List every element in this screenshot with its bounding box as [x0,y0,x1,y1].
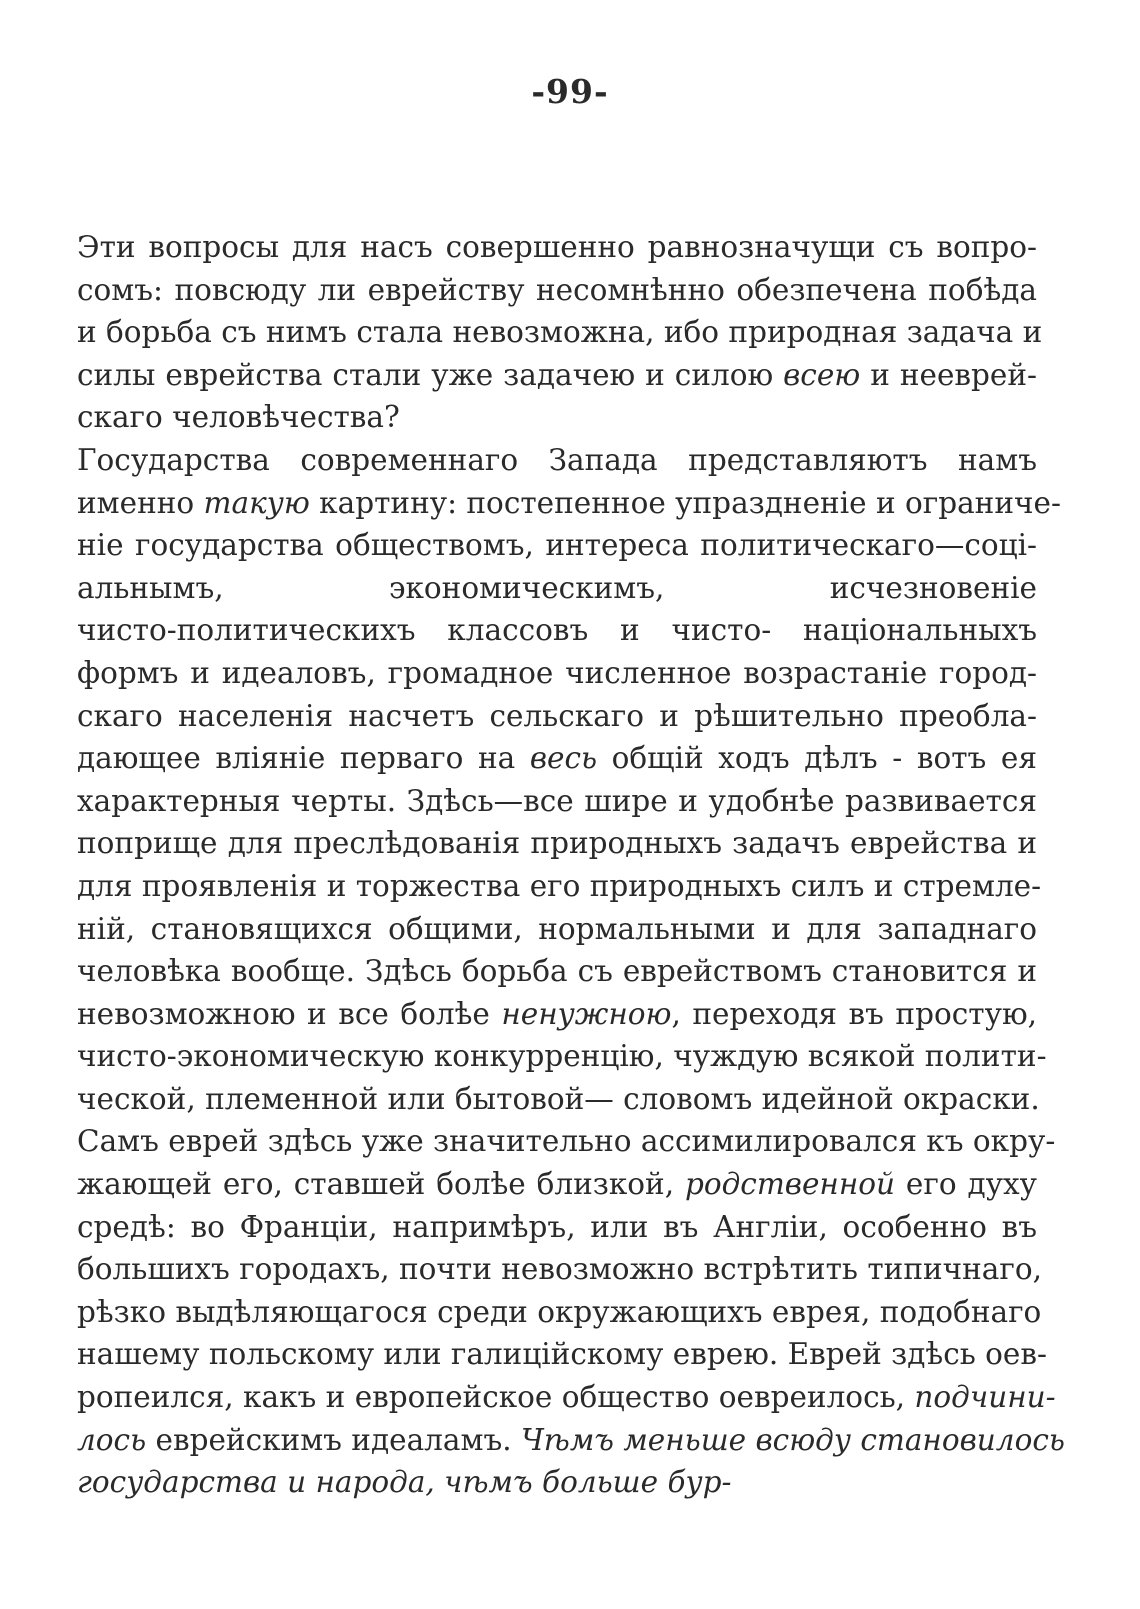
text-line [77,1078,1040,1121]
text-line [77,226,1037,269]
text-segment: чисто-политическихъ классовъ и чисто- національныхъ [77,613,1037,648]
text-segment: именно [77,485,204,520]
text-segment: скаго населенія насчетъ сельскаго и рѣшительно преобла- [77,698,1037,733]
text-segment: и борьба съ нимъ стала невозможна, ибо природная задача и [77,315,1043,350]
text-segment: характерныя черты. Здѣсь—все шире и удобнѣе развивается [77,783,1037,818]
text-line [77,908,1037,951]
text-segment: ческой, племенной или бытовой— словомъ идейной окраски. [77,1081,1040,1116]
text-line [77,396,1037,439]
text-segment: нашему польскому или галиційскому еврею. Еврей здѣсь оев- [77,1337,1047,1372]
text-line [77,1120,1056,1163]
text-line [77,567,1037,610]
text-line [77,311,1043,354]
text-line [77,1333,1047,1376]
text-line [77,865,1042,908]
text-segment: ніе государства обществомъ, интереса политическаго—соці- [77,528,1037,563]
text-line [77,695,1037,738]
text-line [77,1376,1056,1419]
text-segment: его духу [895,1167,1037,1202]
text-segment: формъ и идеаловъ, громадное численное возрастаніе город- [77,655,1037,690]
text-line [77,993,1037,1036]
text-segment: рѣзко выдѣляющагося среди окружающихъ еврея, подобнаго [77,1294,1042,1329]
text-segment: ропеился, какъ и европейское общество оевреилось, [77,1380,915,1415]
italic-text: весь [529,741,598,776]
text-line [77,524,1037,567]
text-line [77,1035,1047,1078]
text-line [77,354,1037,397]
text-line [77,950,1037,993]
body-text [77,226,1065,1504]
text-segment: поприще для преслѣдованія природныхъ задачъ еврейства и [77,826,1037,861]
italic-text: подчини- [914,1380,1056,1415]
text-segment: альнымъ, экономическимъ, исчезновеніе [77,570,1037,605]
text-line [77,482,1061,525]
text-segment: общій ходъ дѣлъ - вотъ ея [597,741,1037,776]
text-segment: Самъ еврей здѣсь уже значительно ассимилировался къ окру- [77,1124,1056,1159]
text-segment: картину: постепенное упраздненіе и ограниче- [309,485,1061,520]
italic-text: государства и народа, чѣмъ больше бур- [77,1465,732,1500]
text-segment: чисто-экономическую конкурренцію, чуждую всякой полити- [77,1039,1047,1074]
text-segment: силы еврейства стали уже задачею и силою [77,357,784,392]
page-number: -99- [531,72,609,111]
text-line [77,1461,1037,1504]
text-line [77,822,1037,865]
text-segment: человѣка вообще. Здѣсь борьба съ еврействомъ становится и [77,954,1037,989]
text-segment: дающее вліяніе перваго на [77,741,530,776]
italic-text: всею [783,357,861,392]
text-line [77,609,1037,652]
text-segment: сомъ: повсюду ли еврейству несомнѣнно обезпечена побѣда [77,272,1037,307]
text-line [77,780,1037,823]
italic-text: родственной [684,1167,896,1202]
italic-text: лось [77,1422,147,1457]
text-segment: средѣ: во Франціи, напримѣръ, или въ Англіи, особенно въ [77,1209,1037,1244]
text-segment: большихъ городахъ, почти невозможно встрѣтить типичнаго, [77,1252,1042,1287]
text-line [77,737,1037,780]
text-line [77,1419,1065,1462]
italic-text: такую [203,485,310,520]
italic-text: ненужною [501,996,672,1031]
italic-text: Чѣмъ меньше всюду становилось [520,1422,1065,1457]
text-segment: и нееврей- [860,357,1037,392]
text-segment: еврейскимъ идеаламъ. [146,1422,521,1457]
text-segment: для проявленія и торжества его природныхъ силъ и стремле- [77,868,1042,903]
text-segment: невозможною и все болѣе [77,996,502,1031]
text-line [77,269,1037,312]
text-line [77,1248,1042,1291]
text-segment: скаго человѣчества? [77,400,400,435]
text-segment: ній, становящихся общими, нормальными и для западнаго [77,911,1037,946]
text-line [77,1163,1037,1206]
text-line [77,1291,1042,1334]
text-segment: Государства современнаго Запада представляютъ намъ [77,442,1037,477]
text-segment: , переходя въ простую, [671,996,1037,1031]
text-line [77,439,1037,482]
text-line [77,652,1037,695]
text-line [77,1206,1037,1249]
text-segment: жающей его, ставшей болѣе близкой, [77,1167,685,1202]
text-segment: Эти вопросы для насъ совершенно равнозначущи съ вопро- [77,230,1037,264]
